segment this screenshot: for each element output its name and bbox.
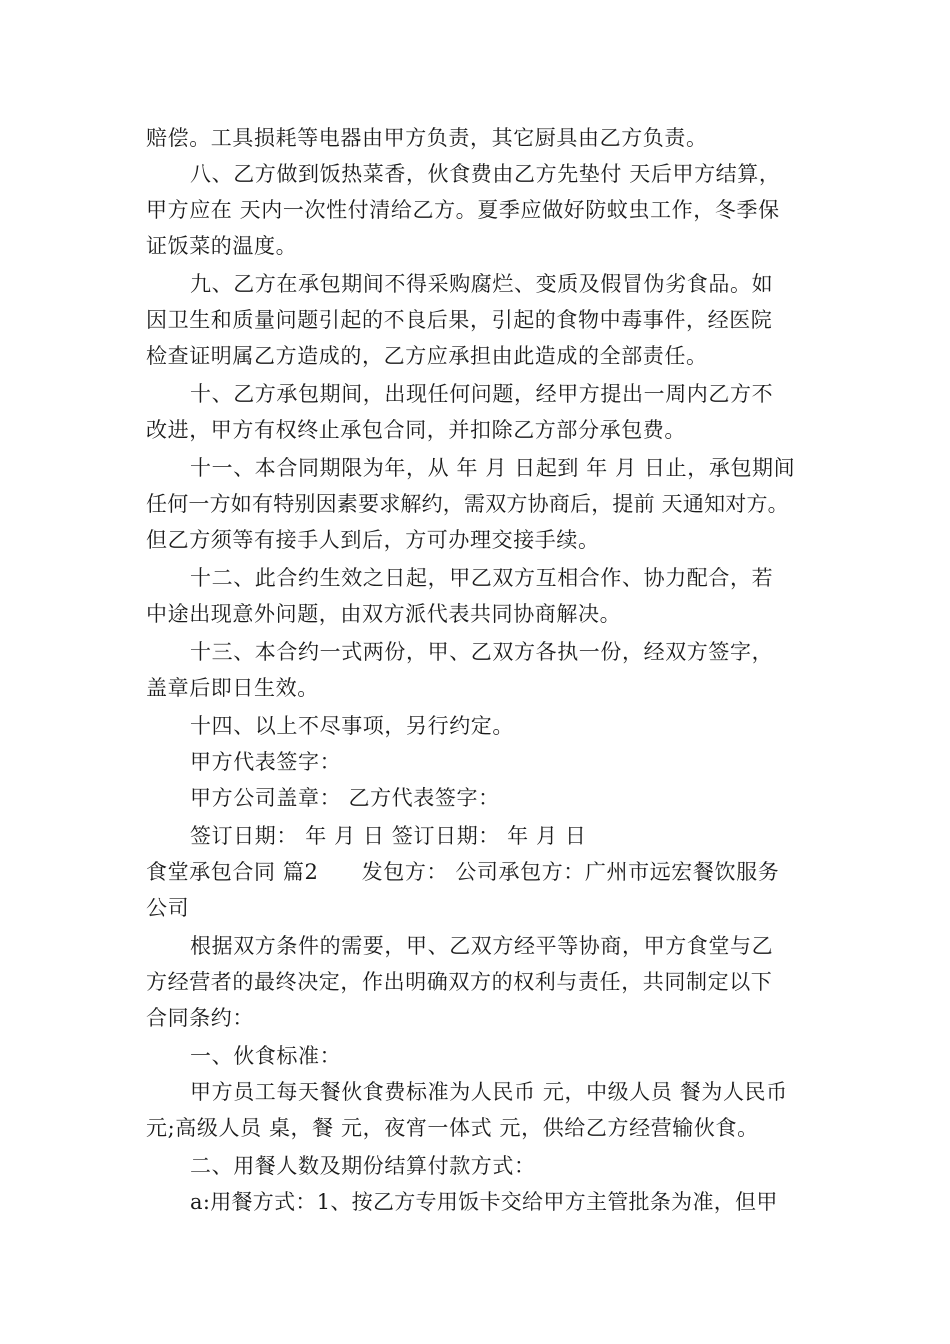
signature-line: 甲方公司盖章： 乙方代表签字： <box>190 786 500 810</box>
text-line: 因卫生和质量问题引起的不良后果，引起的食物中毒事件，经医院 <box>146 308 773 332</box>
section-heading: 食堂承包合同 篇2 发包方： 公司承包方：广州市远宏餐饮服务 <box>146 860 780 884</box>
text-line: 十、乙方承包期间，出现任何问题，经甲方提出一周内乙方不 <box>190 382 774 406</box>
text-line: 十二、此合约生效之日起，甲乙双方互相合作、协力配合，若 <box>190 566 774 590</box>
date-line: 签订日期： 年 月 日 签订日期： 年 月 日 <box>190 824 587 848</box>
text-line: 甲方应在 天内一次性付清给乙方。夏季应做好防蚊虫工作，冬季保 <box>146 198 780 222</box>
text-line: 甲方员工每天餐伙食费标准为人民币 元，中级人员 餐为人民币 <box>190 1080 788 1104</box>
text-line: 八、乙方做到饭热菜香，伙食费由乙方先垫付 天后甲方结算， <box>190 162 781 186</box>
text-line: 元;高级人员 桌，餐 元，夜宵一体式 元，供给乙方经营输伙食。 <box>146 1116 759 1140</box>
text-line: 十四、以上不尽事项，另行约定。 <box>190 714 514 738</box>
text-line: 改进，甲方有权终止承包合同，并扣除乙方部分承包费。 <box>146 418 686 442</box>
text-line: 九、乙方在承包期间不得采购腐烂、变质及假冒伪劣食品。如 <box>190 272 774 296</box>
text-line: 公司 <box>146 896 190 920</box>
text-line: 合同条约： <box>146 1006 254 1030</box>
text-line: 证饭菜的温度。 <box>146 234 298 258</box>
text-line: 但乙方须等有接手人到后，方可办理交接手续。 <box>146 528 600 552</box>
text-line: 十一、本合同期限为年，从 年 月 日起到 年 月 日止，承包期间 <box>190 456 796 480</box>
text-line: 检查证明属乙方造成的，乙方应承担由此造成的全部责任。 <box>146 344 708 368</box>
text-line: 中途出现意外问题，由双方派代表共同协商解决。 <box>146 602 622 626</box>
text-line: 任何一方如有特别因素要求解约，需双方协商后，提前 天通知对方。 <box>146 492 789 516</box>
text-line: 十三、本合约一式两份，甲、乙双方各执一份，经双方签字， <box>190 640 774 664</box>
signature-line: 甲方代表签字： <box>190 750 342 774</box>
text-line: 根据双方条件的需要，甲、乙双方经平等协商，甲方食堂与乙 <box>190 934 774 958</box>
text-line: 方经营者的最终决定，作出明确双方的权利与责任，共同制定以下 <box>146 970 773 994</box>
text-line: a:用餐方式：1、按乙方专用饭卡交给甲方主管批条为准，但甲 <box>190 1190 778 1214</box>
text-line: 赔偿。工具损耗等电器由甲方负责，其它厨具由乙方负责。 <box>146 126 708 150</box>
text-line: 二、用餐人数及期份结算付款方式： <box>190 1154 536 1178</box>
text-line: 盖章后即日生效。 <box>146 676 319 700</box>
text-line: 一、伙食标准： <box>190 1044 342 1068</box>
